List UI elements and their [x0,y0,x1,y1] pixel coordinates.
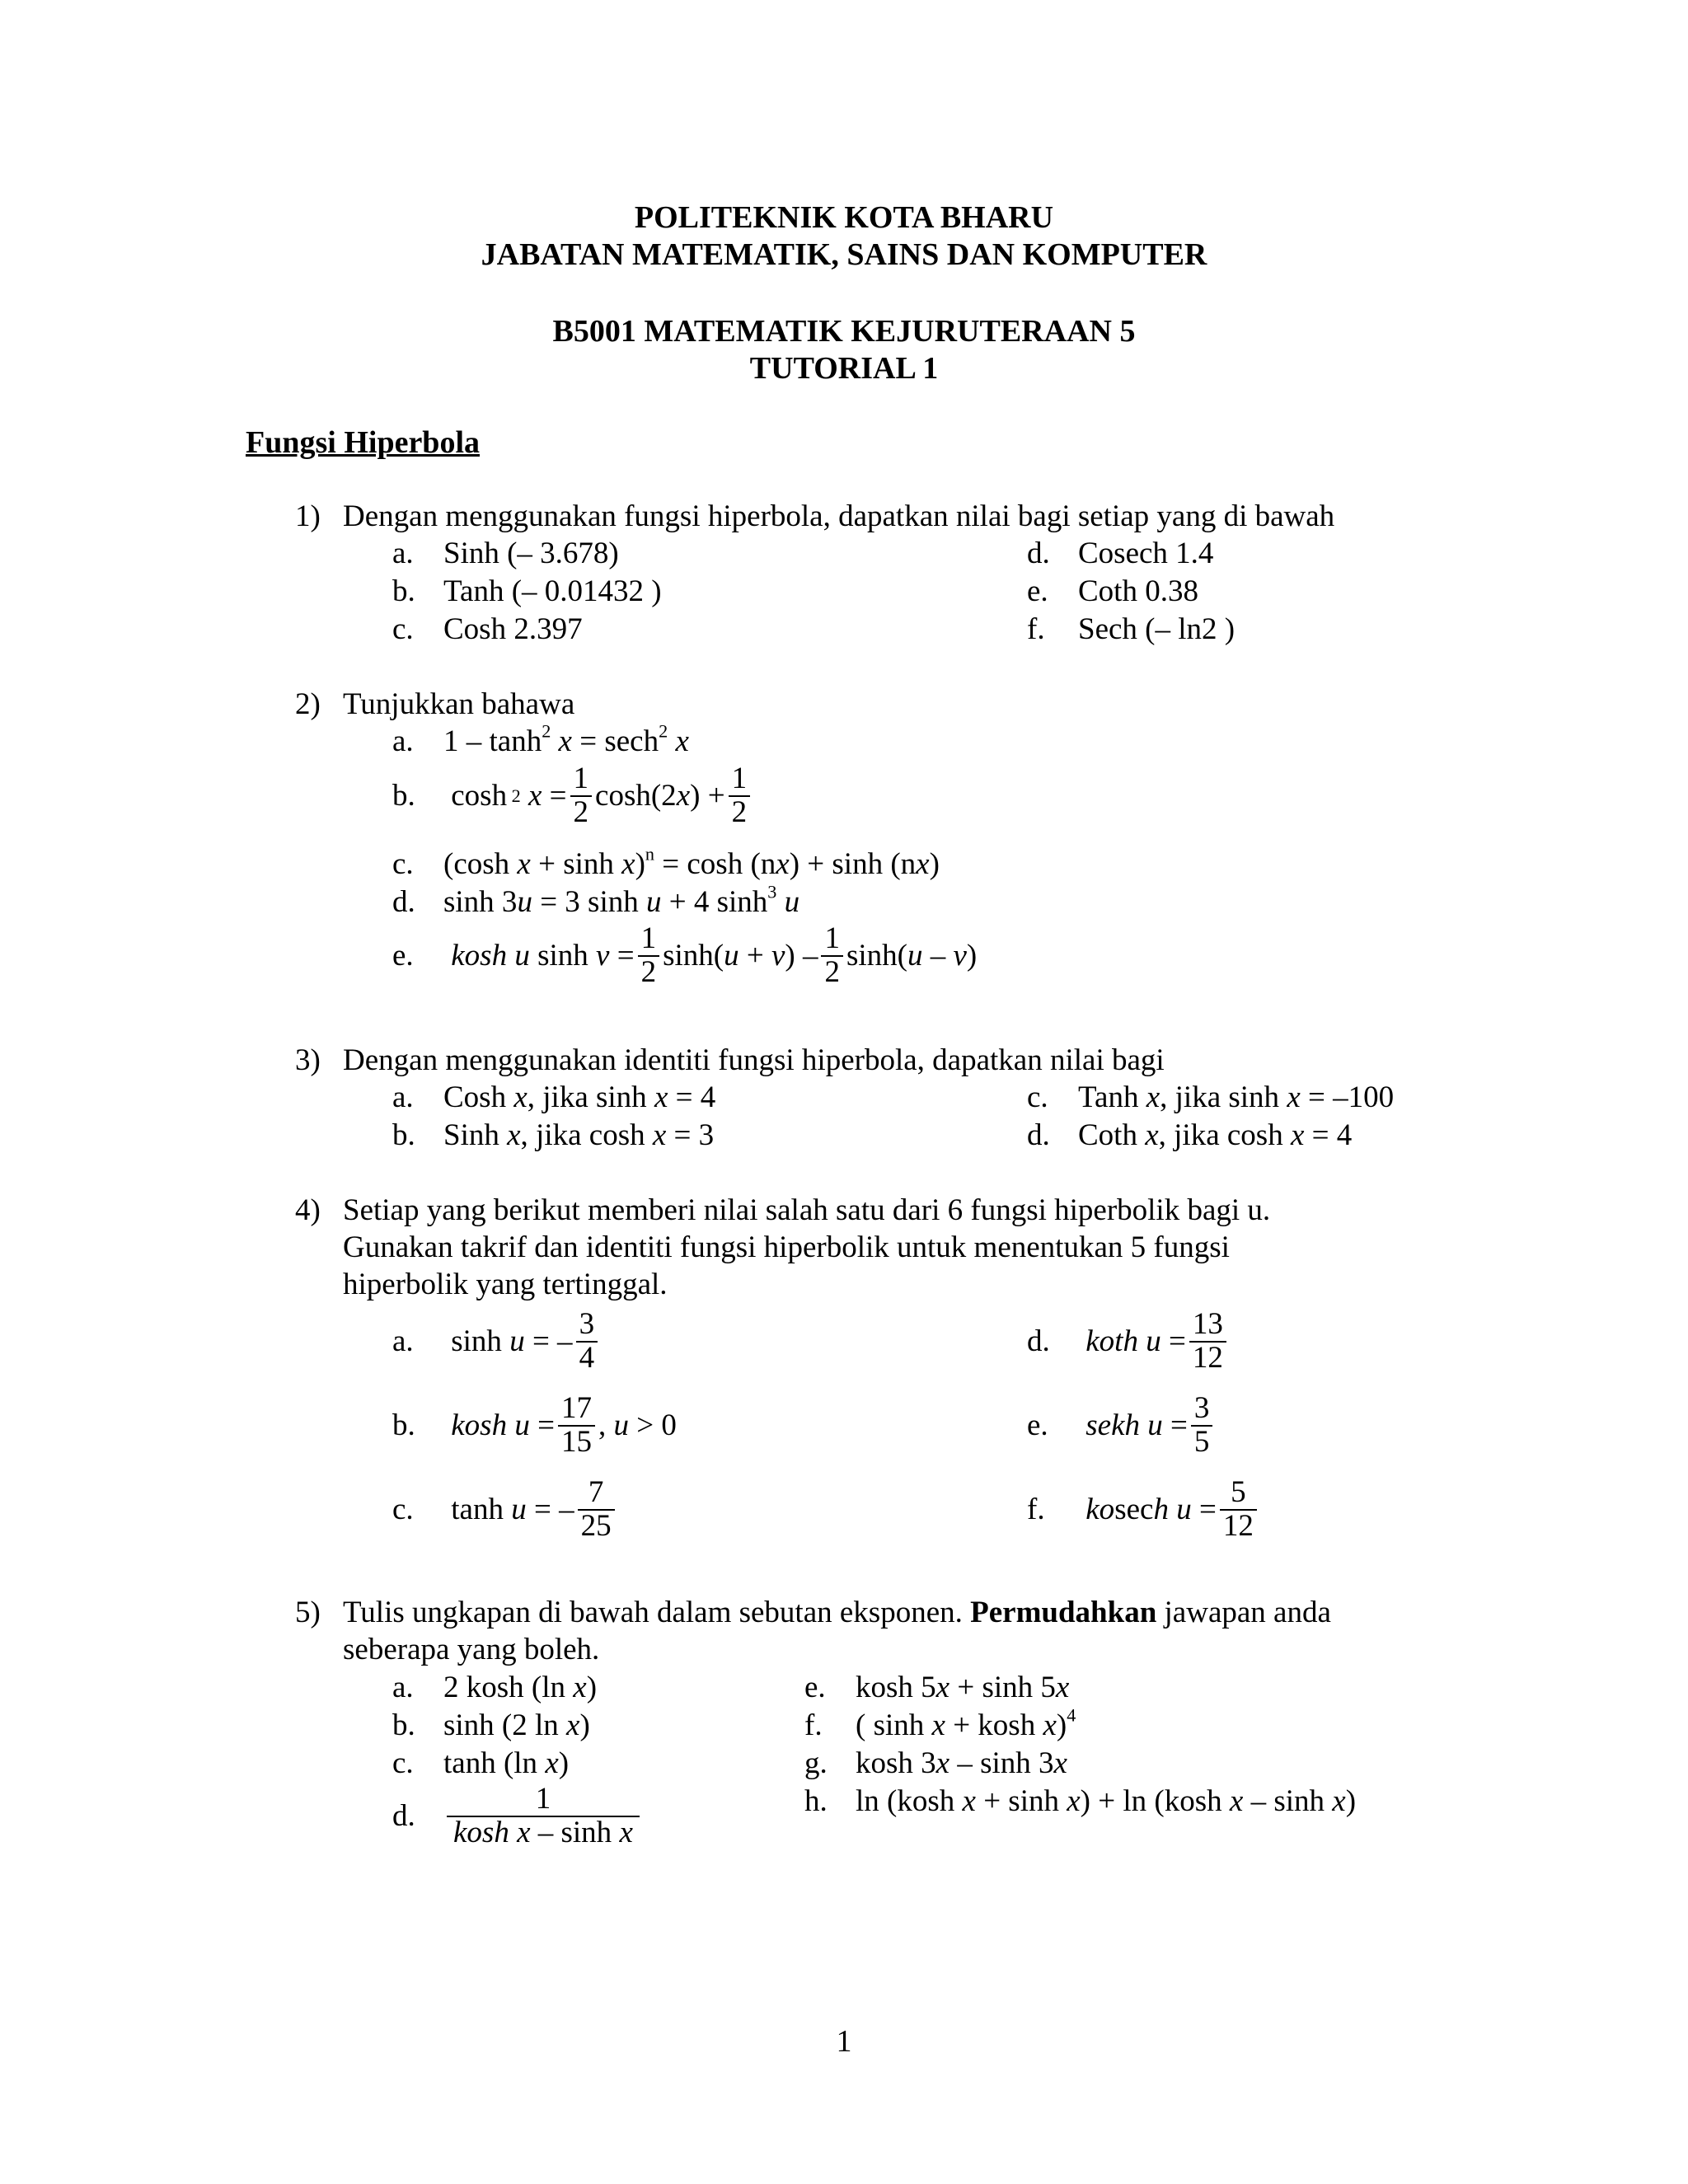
item-expression: sinh (2 ln x) [443,1708,590,1742]
item-expression: Coth x, jika cosh x = 4 [1078,1118,1353,1152]
question-2-text: Tunjukkan bahawa [343,687,575,721]
page-number: 1 [836,2024,852,2059]
item-expression: sinh u = – $\frac{3}{4}$ [443,1309,601,1375]
q3-item-d [1027,1118,1352,1154]
q5-item-d [392,1783,643,1849]
q2-item-e [392,923,977,989]
identity-expression: $1 - \tanh^2 x = \sec h^2$ x [443,720,689,758]
q4-item-d [1027,1309,1230,1375]
item-label: d. [1027,1118,1050,1152]
question-5-text-line2: seberapa yang boleh. [343,1633,600,1666]
q4-item-b [392,1393,677,1459]
item-expression: sekh u = $\frac{3}{5}$ [1078,1393,1216,1459]
q2-item-a [392,720,689,760]
identity-expression: (cosh x + sinh x)$^n$ = cosh (nx) + sinh (nx) [443,843,940,881]
item-label: f. [1027,612,1045,646]
q5-item-f [804,1704,1076,1744]
item-expression: tanh (ln x) [443,1746,570,1780]
item-expression: Tanh x, jika sinh x = –100 [1078,1080,1395,1114]
item-label: f. [1027,1492,1045,1526]
item-label: a. [392,1080,414,1114]
q5-item-g [804,1746,1067,1782]
item-expression: ( sinh x + kosh x)$^4$ [856,1704,1076,1742]
item-text: Sinh (– 3.678) [443,537,619,570]
q5-item-c [392,1746,569,1782]
q5-item-a [392,1670,597,1706]
item-label: e. [392,938,414,972]
item-label: c. [392,612,414,646]
q5-item-b [392,1708,590,1744]
q5-text-pre: Tulis ungkapan di bawah dalam sebutan eksponen. [343,1596,963,1629]
item-text: Sech (– ln2 ) [1078,612,1236,646]
q1-item-f [1027,612,1235,648]
item-label: b. [392,574,415,608]
item-label: f. [804,1708,823,1742]
item-label: h. [804,1784,828,1818]
item-text: Cosh 2.397 [443,612,583,646]
item-label: c. [392,1492,414,1526]
item-label: b. [392,778,415,813]
q1-item-c [392,612,583,648]
item-label: a. [392,1324,414,1358]
item-expression: ln (kosh x + sinh x) + ln (kosh x – sinh x) [856,1784,1357,1818]
item-text: Coth 0.38 [1078,574,1198,608]
question-4-text-line1: Setiap yang berikut memberi nilai salah satu dari 6 fungsi hiperbolik bagi u. [343,1193,1271,1227]
item-label: e. [804,1671,826,1704]
item-expression: kosh u = $\frac{17}{15}$ , u > 0 [451,1391,677,1459]
q1-item-b [392,574,662,610]
identity-expression: sinh 3u = 3 sinh u + 4 $\sinh^3 u$ [443,881,800,919]
item-label: c. [1027,1080,1048,1114]
item-expression: Sinh x, jika cosh x = 3 [443,1118,715,1152]
q2-item-c [392,843,940,883]
item-label: g. [804,1746,828,1780]
institution-name: POLITEKNIK KOTA BHARU [634,200,1054,235]
question-4-number: 4) [295,1193,321,1227]
q2-item-d [392,881,800,921]
item-expression: tanh u = – $\frac{7}{25}$ [443,1477,618,1543]
item-label: b. [392,1118,415,1152]
question-5-text-line1 [343,1595,1331,1631]
item-expression: koth u = $\frac{13}{12}$ [1078,1309,1230,1375]
item-label: c. [392,1746,414,1780]
item-expression: 2 kosh (ln x) [443,1671,598,1704]
item-label: a. [392,537,414,570]
q1-item-a [392,536,619,572]
item-label: d. [1027,1324,1050,1358]
question-3-number: 3) [295,1043,321,1077]
item-label: d. [392,1798,415,1833]
item-label: a. [392,724,414,758]
course-title: B5001 MATEMATIK KEJURUTERAAN 5 [552,314,1136,349]
item-text: Cosech 1.4 [1078,537,1214,570]
tutorial-title: TUTORIAL 1 [749,351,939,386]
section-title: Fungsi Hiperbola [246,425,480,460]
item-label: e. [1027,574,1048,608]
question-3-text: Dengan menggunakan identiti fungsi hiperbola, dapatkan nilai bagi [343,1043,1165,1077]
q2-item-b [392,763,753,829]
question-4-text-line2: Gunakan takrif dan identiti fungsi hiperbolik untuk menentukan 5 fungsi [343,1230,1230,1264]
item-expression: kosh 5x + sinh 5x [856,1671,1070,1704]
q4-item-f [1027,1477,1260,1543]
item-expression: $\frac{1}{\text{kosh x – sinh x}}$ [443,1783,643,1849]
q1-item-e [1027,574,1198,610]
item-expression: Cosh x, jika sinh x = 4 [443,1080,716,1114]
item-label: b. [392,1408,415,1442]
identity-expression: kosh u sinh v = $\frac{1}{2}$ sinh( u + v ) – $\frac{1}{2}$ sinh( u – v ) [451,921,978,989]
q3-item-c [1027,1080,1394,1116]
question-2-number: 2) [295,687,321,721]
item-label: e. [1027,1408,1048,1442]
q3-item-b [392,1118,714,1154]
item-label: c. [392,847,414,881]
item-label: a. [392,1671,414,1704]
question-1-text: Dengan menggunakan fungsi hiperbola, dapatkan nilai bagi setiap yang di bawah [343,499,1335,533]
q1-item-d [1027,536,1213,572]
q5-text-bold: Permudahkan [970,1596,1157,1629]
question-1-number: 1) [295,499,321,533]
item-label: d. [392,885,415,919]
item-label: b. [392,1708,415,1742]
item-expression: ko sec h u = $\frac{5}{12}$ [1078,1477,1260,1543]
identity-expression: cosh 2 x = $\frac{1}{2}$ cosh(2 x ) + $\frac{1}{2}$ [443,763,753,829]
q4-item-e [1027,1393,1216,1459]
item-expression: kosh 3x – sinh 3x [856,1746,1067,1780]
q4-item-c [392,1477,618,1543]
q5-item-e [804,1670,1069,1706]
q3-item-a [392,1080,715,1116]
item-text: Tanh (– 0.01432 ) [443,574,662,608]
question-4-text-line3: hiperbolik yang tertinggal. [343,1268,668,1301]
q4-item-a [392,1309,601,1375]
department-name: JABATAN MATEMATIK, SAINS DAN KOMPUTER [481,237,1207,272]
question-5-number: 5) [295,1596,321,1629]
q5-item-h [804,1783,1356,1820]
q5-text-post: jawapan anda [1164,1596,1331,1629]
item-label: d. [1027,537,1050,570]
